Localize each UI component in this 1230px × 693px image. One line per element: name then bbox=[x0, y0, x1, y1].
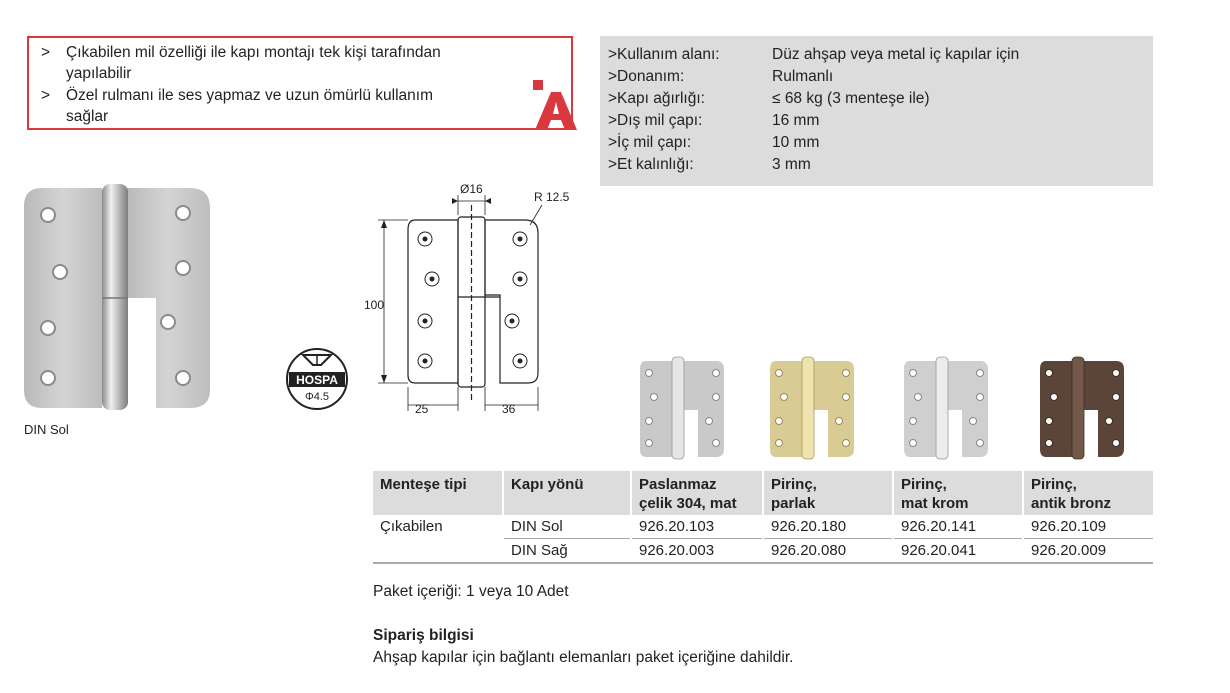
bullet-marker: > bbox=[41, 44, 51, 61]
table-cell: DIN Sol bbox=[503, 515, 631, 539]
radius-label: R 12.5 bbox=[534, 190, 570, 204]
product-caption: DIN Sol bbox=[24, 422, 69, 437]
height-label: 100 bbox=[364, 298, 385, 312]
spec-label: >Et kalınlığı: bbox=[608, 156, 694, 173]
spec-value: 3 mm bbox=[772, 156, 811, 173]
feature-text: Çıkabilen mil özelliği ile kapı montajı tek kişi tarafından bbox=[66, 44, 441, 61]
hinge-variants bbox=[636, 355, 1156, 463]
left-width-label: 25 bbox=[415, 402, 429, 416]
spec-value: 10 mm bbox=[772, 134, 820, 151]
product-table bbox=[373, 471, 1153, 564]
diameter-label: Ø16 bbox=[460, 182, 483, 196]
feature-text: Özel rulmanı ile ses yapmaz ve uzun ömürlü kullanım bbox=[66, 87, 433, 104]
hinge-variant-steel bbox=[640, 357, 724, 459]
right-width-label: 36 bbox=[502, 402, 516, 416]
column-header: Kapı yönü bbox=[503, 471, 631, 515]
column-header: Pirinç, parlak bbox=[763, 471, 893, 515]
spec-label: >İç mil çapı: bbox=[608, 134, 692, 151]
spec-box bbox=[600, 36, 1153, 186]
feature-box bbox=[27, 36, 573, 130]
spec-value: 16 mm bbox=[772, 112, 820, 129]
spec-label: >Kullanım alanı: bbox=[608, 46, 720, 63]
bullet-marker: > bbox=[41, 87, 51, 104]
brand-logo-icon bbox=[531, 80, 577, 130]
technical-drawing bbox=[360, 175, 570, 420]
table-cell: 926.20.003 bbox=[631, 539, 763, 564]
order-text: Ahşap kapılar için bağlantı elemanları paket içeriğine dahildir. bbox=[373, 649, 794, 666]
spec-value: Rulmanlı bbox=[772, 68, 834, 85]
spec-label: >Kapı ağırlığı: bbox=[608, 90, 705, 107]
table-cell: 926.20.103 bbox=[631, 515, 763, 539]
table-cell: Çıkabilen bbox=[380, 518, 443, 536]
table-cell: 926.20.041 bbox=[893, 539, 1023, 564]
table-cell: 926.20.009 bbox=[1023, 539, 1153, 564]
column-header: Pirinç, mat krom bbox=[893, 471, 1023, 515]
table-row bbox=[373, 515, 1153, 539]
column-header: Paslanmaz çelik 304, mat bbox=[631, 471, 763, 515]
feature-text: sağlar bbox=[66, 108, 109, 125]
hospa-name: HOSPA bbox=[296, 373, 338, 387]
spec-label: >Donanım: bbox=[608, 68, 685, 85]
spec-label: >Dış mil çapı: bbox=[608, 112, 703, 129]
table-cell: 926.20.180 bbox=[763, 515, 893, 539]
hinge-product-image bbox=[20, 180, 215, 415]
hospa-screw-icon bbox=[283, 347, 351, 411]
spec-value: ≤ 68 kg (3 menteşe ile) bbox=[772, 90, 930, 107]
table-cell: 926.20.080 bbox=[763, 539, 893, 564]
order-title: Sipariş bilgisi bbox=[373, 627, 474, 644]
spec-value: Düz ahşap veya metal iç kapılar için bbox=[772, 46, 1020, 63]
table-cell: 926.20.141 bbox=[893, 515, 1023, 539]
hospa-size: Φ4.5 bbox=[304, 391, 330, 403]
hinge-variant-chrome bbox=[904, 357, 988, 459]
table-cell: 926.20.109 bbox=[1023, 515, 1153, 539]
feature-text: yapılabilir bbox=[66, 65, 132, 82]
hinge-variant-brass bbox=[770, 357, 854, 459]
column-header: Pirinç, antik bronz bbox=[1023, 471, 1153, 515]
column-header: Menteşe tipi bbox=[373, 471, 503, 515]
package-info: Paket içeriği: 1 veya 10 Adet bbox=[373, 583, 569, 600]
table-row bbox=[373, 539, 1153, 564]
table-cell: DIN Sağ bbox=[503, 539, 631, 564]
table-cell bbox=[373, 539, 503, 564]
hinge-variant-bronze bbox=[1040, 357, 1124, 459]
table-header-row bbox=[373, 471, 1153, 515]
